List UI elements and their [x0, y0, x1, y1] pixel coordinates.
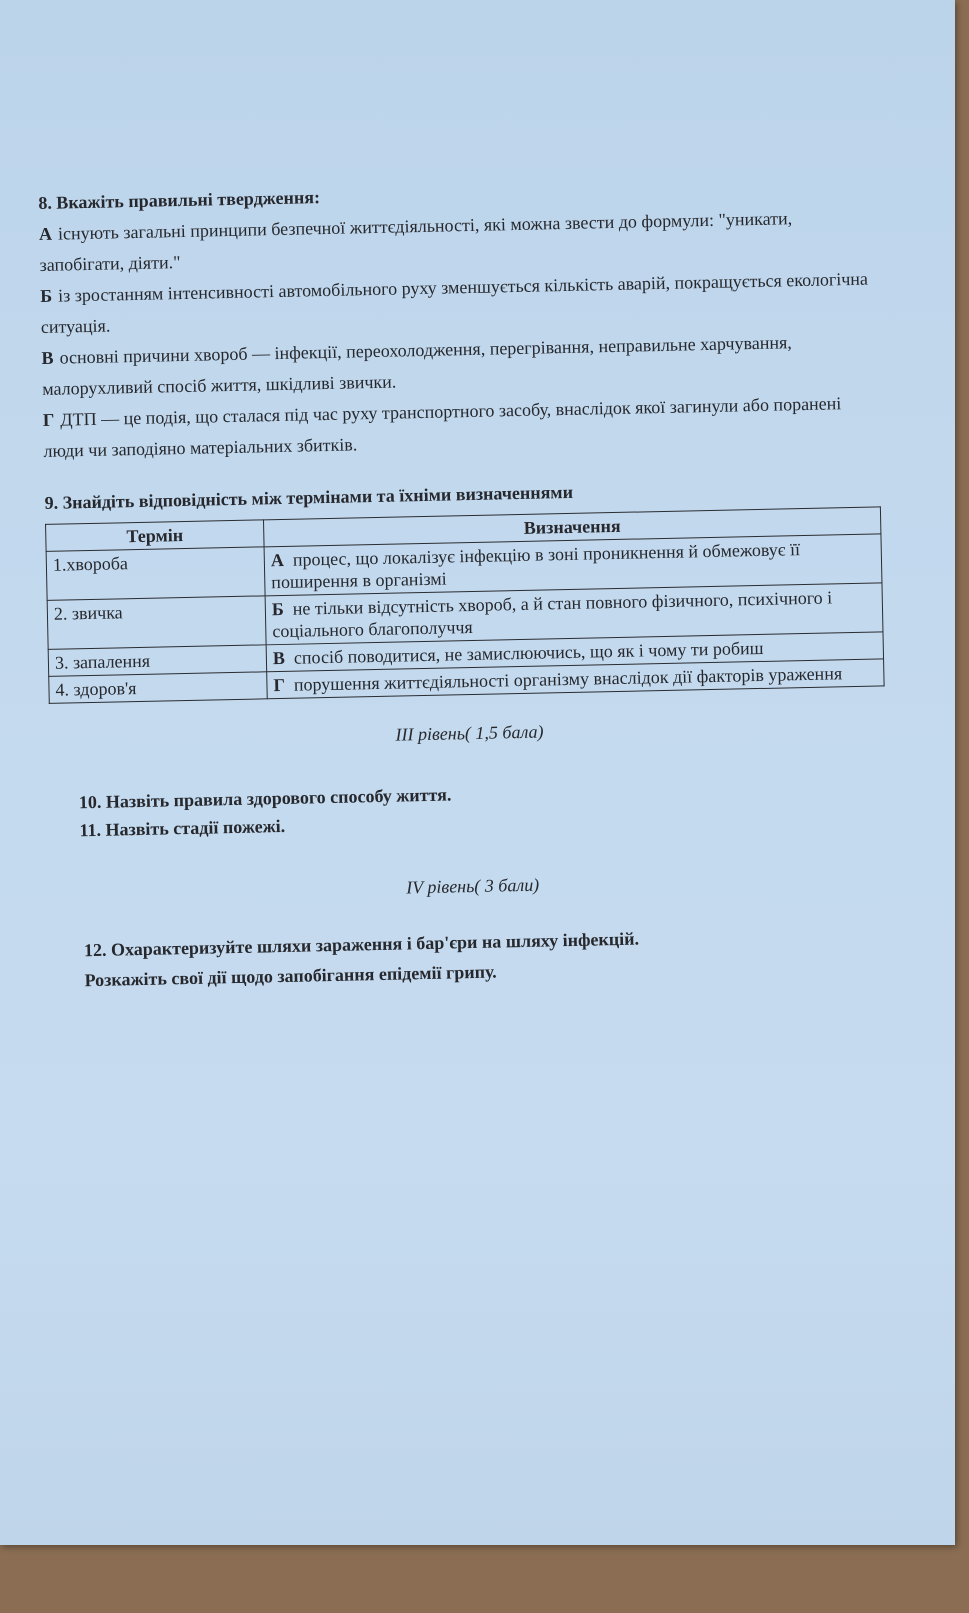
question-12-line1: 12. Охарактеризуйте шляхи зараження і бар'єри на шляху інфекцій. [83, 928, 640, 961]
term-cell: 2. звичка [47, 596, 266, 650]
definition-letter: В [272, 647, 286, 669]
definition-letter: А [270, 549, 285, 571]
term-cell: 4. здоров'я [49, 672, 268, 704]
definition-text: процес, що локалізує інфекцію в зоні проникнення й обмежовує її поширення в організмі [271, 539, 801, 593]
level-3-tasks [51, 771, 892, 845]
definition-text: не тільки відсутність хвороб, а й стан повного фізичного, психічного і соціального благополуччя [272, 587, 833, 642]
option-letter: А [38, 223, 53, 244]
option-text: існують загальні принципи безпечної життєдіяльності, які можна звести до формули: "уникати, запобігати, діяти." [39, 208, 793, 275]
matching-table [45, 506, 885, 703]
question-10: 10. Назвіть правила здорового способу життя. [78, 784, 452, 813]
definition-letter: Г [273, 674, 286, 696]
question-9-title: 9. Знайдіть відповідність між термінами та їхніми визначеннями [44, 481, 574, 513]
question-12-line2: Розкажіть свої дії щодо запобігання епідемії грипу. [84, 961, 497, 991]
definition-column-header: Визначення [263, 507, 880, 547]
definition-text: порушення життєдіяльності організму внаслідок дії факторів ураження [293, 663, 843, 695]
level-4-heading: IV рівень( 3 бали) [406, 874, 540, 898]
option-text: ДТП — це подія, що сталася під час руху транспортного засобу, внаслідок якої загинули або поранені люди чи заподіяно матеріальних збитків. [43, 393, 842, 461]
option-letter: Г [42, 409, 55, 430]
option-letter: Б [40, 285, 53, 306]
term-column-header: Термін [46, 520, 265, 552]
option-letter: В [41, 347, 54, 368]
definition-text: спосіб поводитися, не замислюючись, що як і чому ти робиш [293, 637, 764, 668]
term-cell: 1.хвороба [46, 547, 265, 601]
definition-letter: Б [271, 598, 284, 620]
question-8 [38, 170, 884, 467]
worksheet-content [38, 170, 895, 995]
option-text: із зростанням інтенсивності автомобільного руху зменшується кількість аварій, покращується екологічна ситуація. [40, 268, 869, 337]
option-text: основні причини хвороб — інфекції, переохолодження, перегрівання, неправильне харчування, малорухливий спосіб життя, шкідливі звички. [42, 332, 792, 399]
question-8-title: 8. Вкажіть правильні твердження: [38, 187, 321, 213]
question-12 [84, 918, 895, 995]
question-11: 11. Назвіть стадії пожежі. [79, 815, 286, 841]
term-cell: 3. запалення [48, 645, 267, 677]
level-3-heading: III рівень( 1,5 бала) [395, 721, 544, 745]
